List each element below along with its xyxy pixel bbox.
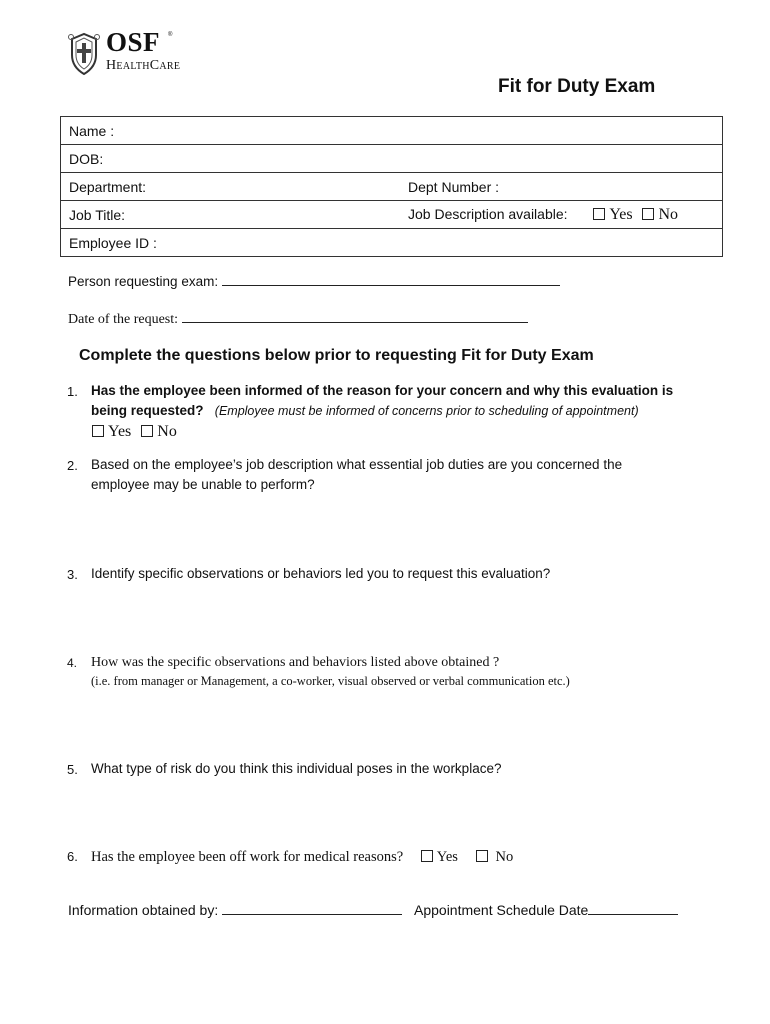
department-label: Department: [69,178,147,195]
question-3-number: 3. [67,567,78,582]
person-requesting-line[interactable] [222,284,560,286]
employee-id-field[interactable] [61,229,723,257]
checkbox-icon[interactable] [92,425,104,437]
no-label: No [658,205,679,223]
name-field[interactable] [61,117,723,145]
job-description-no-option[interactable] [642,206,678,223]
employee-id-row [61,229,723,257]
job-description-yes-option[interactable] [593,206,632,223]
appointment-date-label: Appointment Schedule Date [414,902,589,918]
section-title: Complete the questions below prior to requesting Fit for Duty Exam [79,347,594,364]
request-date-row [68,312,528,328]
question-4-line2: (i.e. from manager or Management, a co-worker, visual observed or verbal communication etc.) [91,674,570,688]
question-1-line2: being requested? [91,403,204,418]
question-5-line1: What type of risk do you think this individual poses in the workplace? [91,761,502,776]
question-5-number: 5. [67,762,78,777]
question-3-text [91,564,550,584]
dept-number-field[interactable] [399,173,723,201]
page-title: Fit for Duty Exam [498,76,656,97]
question-2-number: 2. [67,458,78,473]
yes-label: Yes [609,205,633,223]
job-title-row [61,201,723,229]
job-title-field[interactable] [61,201,400,229]
question-6-yes-label: Yes [436,849,458,865]
question-6-text [91,847,513,867]
question-1-no-option[interactable] [141,423,177,440]
question-4-text [91,653,570,691]
question-4-number: 4. [67,656,78,670]
question-6-number: 6. [67,849,78,864]
employee-info-table [60,116,723,257]
checkbox-icon[interactable] [593,208,605,220]
checkbox-icon[interactable] [421,850,433,862]
person-requesting-row [68,274,560,289]
checkbox-icon[interactable] [141,425,153,437]
checkbox-icon[interactable] [476,850,488,862]
question-1-no-label: No [157,423,177,440]
logo-osf-text: OSF [106,27,161,57]
request-date-line[interactable] [182,321,528,323]
crest-icon [66,31,102,77]
question-6-yes-option[interactable] [421,849,458,865]
question-1-yes-option[interactable] [92,423,131,440]
question-6-no-label: No [495,849,514,865]
employee-id-label: Employee ID : [69,234,157,251]
department-field[interactable] [61,173,400,201]
job-description-field [399,201,723,229]
question-2-line1: Based on the employee’s job description what essential job duties are you concerned the [91,457,623,472]
logo-healthcare-text: HealthCare [106,58,181,73]
question-1-yes-label: Yes [108,423,132,440]
info-obtained-label: Information obtained by: [68,902,219,918]
dob-label: DOB: [69,150,104,167]
question-5-text [91,759,501,779]
logo-registered-mark: ® [168,32,173,38]
dept-number-label: Dept Number : [408,178,500,195]
question-1-options [92,423,177,441]
question-1-note: (Employee must be informed of concerns prior to scheduling of appointment) [214,404,639,418]
question-3-line1: Identify specific observations or behaviors led you to request this evaluation? [91,566,551,581]
person-requesting-label: Person requesting exam: [68,274,219,289]
dob-field[interactable] [61,145,723,173]
question-4-line1: How was the specific observations and behaviors listed above obtained ? [91,655,500,670]
name-row [61,117,723,145]
job-title-label: Job Title: [69,206,126,223]
department-row [61,173,723,201]
request-date-label: Date of the request: [68,312,179,327]
question-6-line1: Has the employee been off work for medical reasons? [91,849,404,865]
job-description-label: Job Description available: [408,205,568,222]
checkbox-icon[interactable] [642,208,654,220]
question-1-text [91,381,673,421]
dob-row [61,145,723,173]
question-1-line1: Has the employee been informed of the reason for your concern and why this evaluation is [91,383,674,398]
name-label: Name : [69,122,115,139]
question-2-text [91,455,622,495]
info-obtained-line[interactable] [222,913,402,915]
footer-row [68,902,678,918]
question-6-no-option[interactable] [476,849,514,865]
question-2-line2: employee may be unable to perform? [91,477,315,492]
appointment-date-line[interactable] [588,913,678,915]
question-1-number: 1. [67,384,78,399]
osf-logo [66,27,196,79]
